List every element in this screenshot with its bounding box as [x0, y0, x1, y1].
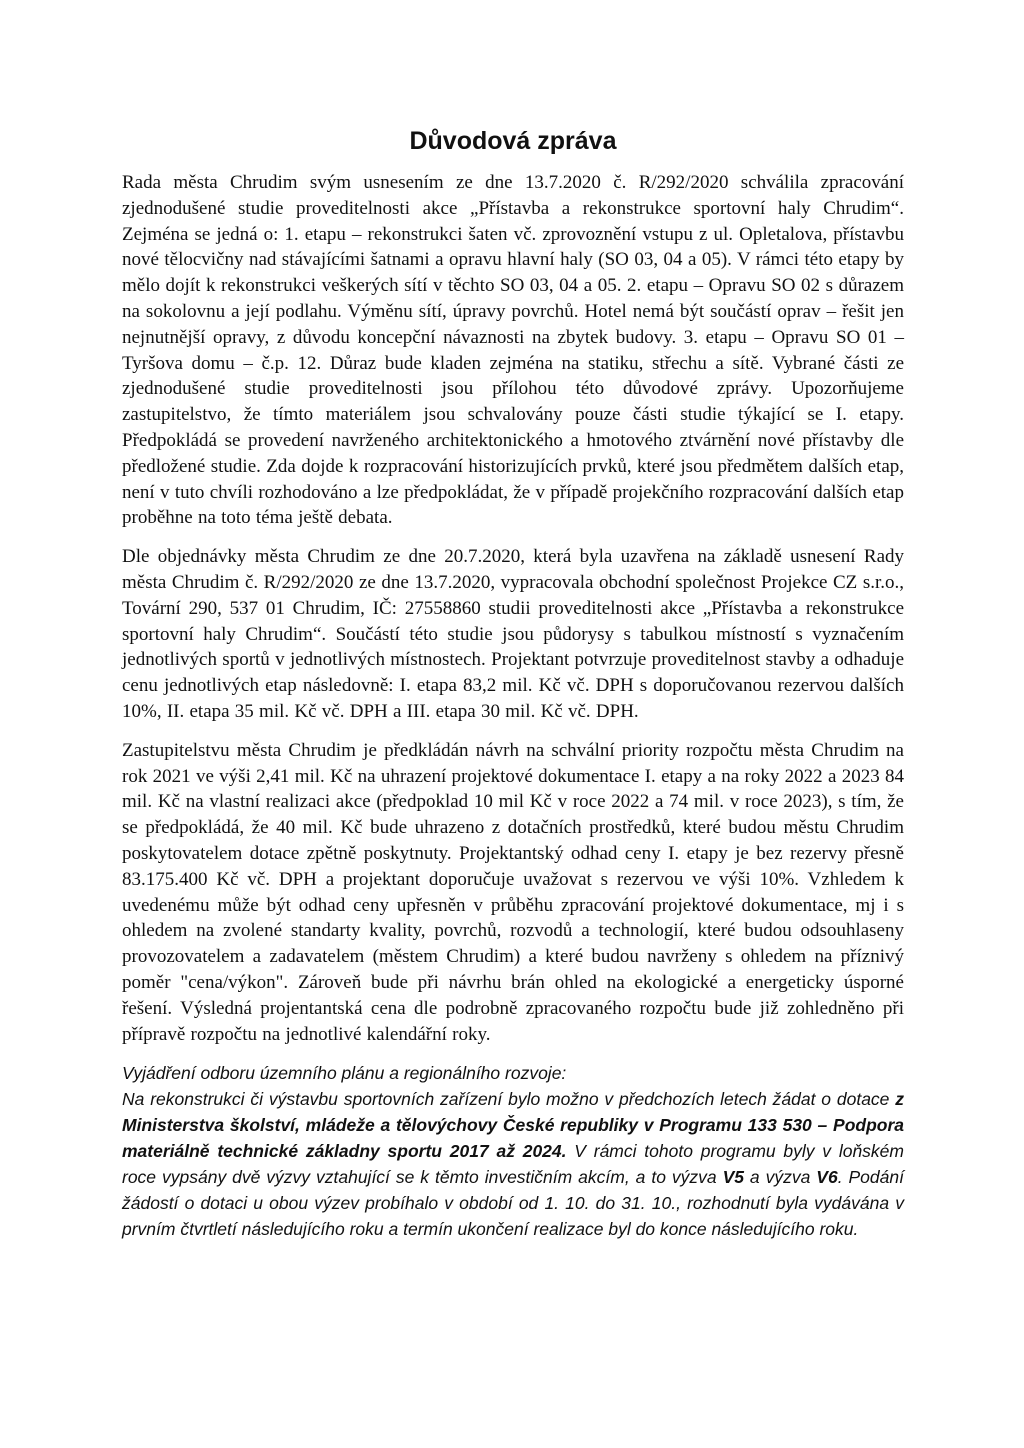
opinion-segment: V rámci tohoto programu byly v loňském roce vypsány dvě výzvy vztahující se k těmto investičním akcím, a to výzva — [122, 1141, 904, 1188]
opinion-segment-bold: V6 — [816, 1167, 838, 1188]
document-title: Důvodová zpráva — [409, 127, 617, 155]
paragraph-order: Dle objednávky města Chrudim ze dne 20.7.2020, která byla uzavřena na základě usnesení Rady města Chrudim č. R/292/2020 ze dne 13.7.2020, vypracovala obchodní společnost Projekce CZ s.r.o., Tovární 290, 537 01 Chrudim, IČ: 27558860 studii proveditelnosti akce „Přístavba a rekonstrukce sportovní haly Chrudim“. Součástí této studie jsou půdorysy s tabulkou místností s vyznačením jednotlivých sportů v jednotlivých místnostech. Projektant potvrzuje proveditelnost stavby a odhaduje cenu jednotlivých etap následovně: I. etapa 83,2 mil. Kč vč. DPH s doporučovanou rezervou dalších 10%, II. etapa 35 mil. Kč vč. DPH a III. etapa 30 mil. Kč vč. DPH. — [122, 546, 904, 722]
opinion-segment-bold: z Ministerstva školství, mládeže a tělovýchovy České republiky v Programu 133 530 – Podpora materiálně technické základny sportu 2017 až 2024. — [122, 1089, 904, 1162]
opinion-heading: Vyjádření odboru územního plánu a regionálního rozvoje: — [122, 1063, 567, 1084]
opinion-segment-bold: V5 — [722, 1167, 744, 1188]
opinion-section — [122, 1060, 904, 1242]
opinion-paragraph — [122, 1086, 904, 1242]
opinion-segment: Na rekonstrukci či výstavbu sportovních zařízení bylo možno v předchozích letech žádat o dotace — [122, 1089, 896, 1110]
paragraph-resolution: Rada města Chrudim svým usnesením ze dne 13.7.2020 č. R/292/2020 schválila zpracování zjednodušené studie proveditelnosti akce „Přístavba a rekonstrukce sportovní haly Chrudim“. Zejména se jedná o: 1. etapu – rekonstrukci šaten vč. zprovoznění vstupu z ul. Opletalova, přístavbu nové tělocvičny nad stávajícími šatnami a opravu hlavní haly (SO 03, 04 a 05). V rámci této etapy by mělo dojít k rekonstrukci veškerých sítí v těchto SO 03, 04 a 05. 2. etapu – Opravu SO 02 s důrazem na sokolovnu a její podlahu. Výměnu sítí, úpravy povrchů. Hotel nemá být součástí oprav – řešit jen nejnutnější opravy, z důvodu koncepční návaznosti na zbytek budovy. 3. etapu – Opravu SO 01 – Tyršova domu – č.p. 12. Důraz bude kladen zejména na statiku, střechu a sítě. Vybrané části ze zjednodušené studie proveditelnosti jsou přílohou této důvodové zprávy. Upozorňujeme zastupitelstvo, že tímto materiálem jsou schvalovány pouze části studie týkající se I. etapy. Předpokládá se provedení navrženého architektonického a hmotového ztvárnění nové přístavby dle předložené studie. Zda dojde k rozpracování historizujících prvků, které jsou předmětem dalších etap, není v tuto chvíli rozhodováno a lze předpokládat, že v případě projekčního rozpracování dalších etap proběhne na toto téma ještě debata. — [122, 172, 904, 529]
opinion-segment: . Podání žádostí o dotaci u obou výzev probíhalo v období od 1. 10. do 31. 10., rozhodnutí byla vydávána v prvním čtvrtletí následujícího roku a termín ukončení realizace byl do konce následujícího roku. — [122, 1167, 904, 1240]
opinion-segment: a výzva — [743, 1167, 817, 1188]
paragraph-budget-proposal: Zastupitelstvu města Chrudim je předkládán návrh na schvální priority rozpočtu města Chrudim na rok 2021 ve výši 2,41 mil. Kč na uhrazení projektové dokumentace I. etapy a na roky 2022 a 2023 84 mil. Kč na vlastní realizaci akce (předpoklad 10 mil Kč v roce 2022 a 74 mil. v roce 2023), s tím, že se předpokládá, že 40 mil. Kč bude uhrazeno z dotačních prostředků, které budou městu Chrudim poskytovatelem dotace zpětně poskytnuty. Projektantský odhad ceny I. etapy je bez rezervy přesně 83.175.400 Kč vč. DPH a projektant doporučuje uvažovat s rezervou ve výši 10%. Vzhledem k uvedenému může být odhad ceny upřesněn v průběhu zpracování projektové dokumentace, mj i s ohledem na zvolené standarty kvality, povrchů, rozvodů a technologií, které budou odsouhlaseny provozovatelem a zadavatelem (městem Chrudim) a které budou navrženy s ohledem na příznivý poměr "cena/výkon". Zároveň bude při návrhu brán ohled na ekologické a energeticky úsporné řešení. Výsledná projentantská cena dle podrobně zpracovaného rozpočtu bude již zohledněno při přípravě rozpočtu na jednotlivé kalendářní roky. — [122, 739, 904, 1045]
